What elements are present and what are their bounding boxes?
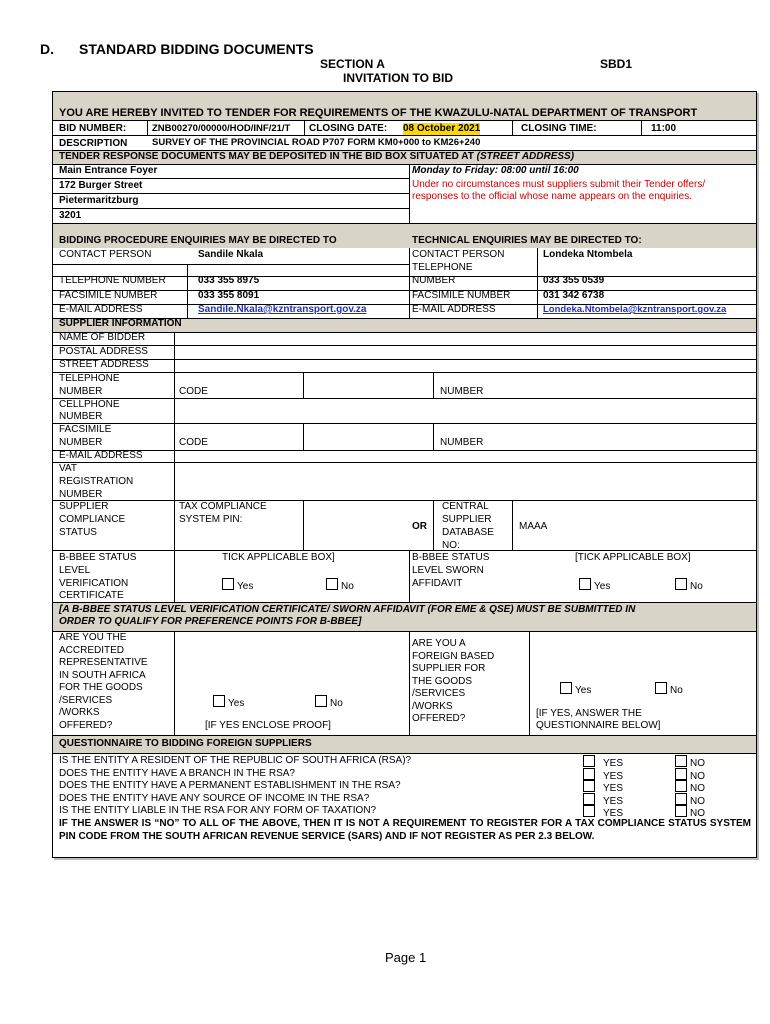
tech-contact-value[interactable]: Londeka Ntombela bbox=[543, 249, 633, 260]
csd-label-c: DATABASE bbox=[442, 527, 494, 538]
bbbee-cert-label-b: LEVEL bbox=[59, 565, 91, 576]
bbbee-cert-no-option[interactable]: No bbox=[326, 578, 354, 593]
question-5: IS THE ENTITY LIABLE IN THE RSA FOR ANY FORM OF TAXATION? bbox=[59, 805, 377, 816]
tech-email-label: E-MAIL ADDRESS bbox=[412, 304, 496, 315]
bid-fax-label: FACSIMILE NUMBER bbox=[59, 290, 158, 301]
question-2: DOES THE ENTITY HAVE A BRANCH IN THE RSA? bbox=[59, 768, 295, 779]
tech-contact-label: CONTACT PERSON bbox=[412, 249, 505, 260]
facsimile-label-a: FACSIMILE bbox=[59, 424, 112, 435]
foreign-no-option[interactable]: No bbox=[655, 682, 683, 697]
q4-yes-option[interactable]: YES bbox=[583, 793, 623, 808]
telephone-code-label: CODE bbox=[179, 386, 208, 397]
checkbox-icon[interactable] bbox=[583, 805, 595, 817]
bid-fax-value[interactable]: 033 355 8091 bbox=[198, 290, 260, 301]
checkbox-icon[interactable] bbox=[583, 793, 595, 805]
bbbee-cert-label-d: CERTIFICATE bbox=[59, 590, 124, 601]
compliance-label-c: STATUS bbox=[59, 527, 97, 538]
bbbee-note-line-2: ORDER TO QUALIFY FOR PREFERENCE POINTS FOR B-BBEE] bbox=[59, 616, 362, 627]
facsimile-number-label: NUMBER bbox=[440, 437, 484, 448]
warning-text: Under no circumstances must suppliers submit their Tender offers/ responses to the official whose name appears on the enquiries. bbox=[412, 179, 706, 202]
checkbox-icon[interactable] bbox=[583, 768, 595, 780]
bid-telephone-label: TELEPHONE NUMBER bbox=[59, 275, 166, 286]
foreign-q-line-6: /WORKS bbox=[412, 701, 453, 712]
email-address-label: E-MAIL ADDRESS bbox=[59, 450, 143, 461]
question-3: DOES THE ENTITY HAVE A PERMANENT ESTABLISHMENT IN THE RSA? bbox=[59, 780, 401, 791]
csd-maaa-label: MAAA bbox=[519, 521, 548, 532]
telephone-number-label: NUMBER bbox=[440, 386, 484, 397]
answer-note-line-2: QUESTIONNAIRE BELOW] bbox=[536, 720, 661, 731]
csd-label-b: SUPPLIER bbox=[442, 514, 492, 525]
checkbox-icon[interactable] bbox=[675, 793, 687, 805]
bidding-enquiries-title: BIDDING PROCEDURE ENQUIRIES MAY BE DIRECTED TO bbox=[59, 235, 337, 246]
bbbee-sworn-label-b: LEVEL SWORN bbox=[412, 565, 484, 576]
checkbox-icon[interactable] bbox=[222, 578, 234, 590]
checkbox-icon[interactable] bbox=[675, 578, 687, 590]
bid-number-label: BID NUMBER: bbox=[59, 123, 127, 134]
postal-address-label: POSTAL ADDRESS bbox=[59, 346, 148, 357]
foreign-q-line-2: FOREIGN BASED bbox=[412, 651, 495, 662]
tax-pin-label-a: TAX COMPLIANCE bbox=[179, 501, 267, 512]
accredited-q-line-4: IN SOUTH AFRICA bbox=[59, 670, 146, 681]
tech-fax-label: FACSIMILE NUMBER bbox=[412, 290, 511, 301]
checkbox-icon[interactable] bbox=[655, 682, 667, 694]
checkbox-icon[interactable] bbox=[326, 578, 338, 590]
q5-yes-option[interactable]: YES bbox=[583, 805, 623, 820]
bid-number-value[interactable]: ZNB00270/00000/HOD/INF/21/T bbox=[152, 123, 291, 134]
tech-email-link[interactable]: Londeka.Ntombela@kzntransport.gov.za bbox=[543, 304, 727, 315]
tech-fax-value[interactable]: 031 342 6738 bbox=[543, 290, 605, 301]
q2-yes-option[interactable]: YES bbox=[583, 768, 623, 783]
bid-contact-label: CONTACT PERSON bbox=[59, 249, 152, 260]
foreign-q-line-3: SUPPLIER FOR bbox=[412, 663, 486, 674]
q2-no-option[interactable]: NO bbox=[675, 768, 705, 783]
questionnaire-footer: IF THE ANSWER IS “NO” TO ALL OF THE ABOVE, THEN IT IS NOT A REQUIREMENT TO REGISTER FOR A TAX COMPLIANCE STATUS SYSTEM PIN CODE FROM THE SOUTH AFRICAN REVENUE SERVICE (SARS) AND IF NOT REGISTER AS PER 2.3 BELOW. bbox=[59, 818, 751, 842]
accredited-q-line-7: /WORKS bbox=[59, 707, 100, 718]
bbbee-sworn-label-c: AFFIDAVIT bbox=[412, 578, 463, 589]
facsimile-code-label: CODE bbox=[179, 437, 208, 448]
supplier-info-title: SUPPLIER INFORMATION bbox=[59, 318, 182, 329]
checkbox-icon[interactable] bbox=[579, 578, 591, 590]
q3-yes-option[interactable]: YES bbox=[583, 780, 623, 795]
page-subtitle: INVITATION TO BID bbox=[343, 71, 453, 85]
address-line-1: Main Entrance Foyer bbox=[59, 165, 158, 176]
vat-label-a: VAT bbox=[59, 463, 77, 474]
closing-time-label: CLOSING TIME: bbox=[521, 123, 597, 134]
or-label: OR bbox=[412, 521, 427, 532]
accredited-q-line-2: ACCREDITED bbox=[59, 645, 125, 656]
accredited-q-line-1: ARE YOU THE bbox=[59, 632, 127, 643]
accredited-q-line-8: OFFERED? bbox=[59, 720, 113, 731]
description-value[interactable]: SURVEY OF THE PROVINCIAL ROAD P707 FORM KM0+000 to KM26+240 bbox=[152, 137, 481, 148]
name-of-bidder-label: NAME OF BIDDER bbox=[59, 332, 146, 343]
bbbee-cert-label-c: VERIFICATION bbox=[59, 578, 129, 589]
foreign-q-line-4: THE GOODS bbox=[412, 676, 473, 687]
questionnaire-title: QUESTIONNAIRE TO BIDDING FOREIGN SUPPLIERS bbox=[59, 738, 312, 749]
csd-label-d: NO: bbox=[442, 540, 460, 551]
foreign-q-line-7: OFFERED? bbox=[412, 713, 466, 724]
deposit-instruction: TENDER RESPONSE DOCUMENTS MAY BE DEPOSITED IN THE BID BOX SITUATED AT (STREET ADDRESS) bbox=[59, 151, 575, 162]
facsimile-label-b: NUMBER bbox=[59, 437, 103, 448]
page-number: Page 1 bbox=[385, 950, 427, 965]
q4-no-option[interactable]: NO bbox=[675, 793, 705, 808]
closing-date-value[interactable]: 08 October 2021 bbox=[403, 123, 481, 134]
accredited-q-line-3: REPRESENTATIVE bbox=[59, 657, 148, 668]
bid-telephone-value[interactable]: 033 355 8975 bbox=[198, 275, 260, 286]
street-address-label: STREET ADDRESS bbox=[59, 359, 149, 370]
checkbox-icon[interactable] bbox=[315, 695, 327, 707]
address-line-4: 3201 bbox=[59, 210, 82, 221]
telephone-label-b: NUMBER bbox=[59, 386, 103, 397]
bbbee-sworn-yes-option[interactable]: Yes bbox=[579, 578, 610, 593]
csd-label-a: CENTRAL bbox=[442, 501, 489, 512]
closing-time-value[interactable]: 11:00 bbox=[651, 123, 677, 134]
bbbee-cert-label-a: B-BBEE STATUS bbox=[59, 552, 137, 563]
tick-box-instruction-left: TICK APPLICABLE BOX] bbox=[222, 552, 335, 563]
checkbox-icon[interactable] bbox=[675, 755, 687, 767]
q3-no-option[interactable]: NO bbox=[675, 780, 705, 795]
foreign-q-line-1: ARE YOU A bbox=[412, 638, 466, 649]
bbbee-cert-yes-option[interactable]: Yes bbox=[222, 578, 253, 593]
accredited-yes-option[interactable]: Yes bbox=[213, 695, 244, 710]
address-line-2: 172 Burger Street bbox=[59, 180, 143, 191]
question-4: DOES THE ENTITY HAVE ANY SOURCE OF INCOME IN THE RSA? bbox=[59, 793, 370, 804]
foreign-yes-option[interactable]: Yes bbox=[560, 682, 591, 697]
bid-email-link[interactable]: Sandile.Nkala@kzntransport.gov.za bbox=[198, 304, 367, 315]
section-label: SECTION A bbox=[320, 57, 385, 71]
technical-enquiries-title: TECHNICAL ENQUIRIES MAY BE DIRECTED TO: bbox=[412, 235, 642, 246]
tech-telephone-label-a: TELEPHONE bbox=[412, 262, 473, 273]
checkbox-icon[interactable] bbox=[675, 780, 687, 792]
cellphone-label-a: CELLPHONE bbox=[59, 399, 120, 410]
bid-contact-value[interactable]: Sandile Nkala bbox=[198, 249, 264, 260]
vat-label-c: NUMBER bbox=[59, 489, 103, 500]
invitation-banner: YOU ARE HEREBY INVITED TO TENDER FOR REQUIREMENTS OF THE KWAZULU-NATAL DEPARTMENT OF TRANSPORT bbox=[59, 107, 698, 119]
answer-note-line-1: [IF YES, ANSWER THE bbox=[536, 708, 642, 719]
tech-telephone-label-b: NUMBER bbox=[412, 275, 456, 286]
question-1: IS THE ENTITY A RESIDENT OF THE REPUBLIC OF SOUTH AFRICA (RSA)? bbox=[59, 755, 412, 766]
compliance-label-b: COMPLIANCE bbox=[59, 514, 126, 525]
section-letter: D. bbox=[40, 41, 54, 57]
accredited-q-line-6: /SERVICES bbox=[59, 695, 113, 706]
q1-no-option[interactable]: NO bbox=[675, 755, 705, 770]
checkbox-icon[interactable] bbox=[675, 768, 687, 780]
closing-date-label: CLOSING DATE: bbox=[309, 123, 388, 134]
checkbox-icon[interactable] bbox=[213, 695, 225, 707]
tech-telephone-value[interactable]: 033 355 0539 bbox=[543, 275, 605, 286]
compliance-label-a: SUPPLIER bbox=[59, 501, 109, 512]
enclose-proof-note: [IF YES ENCLOSE PROOF] bbox=[205, 720, 331, 731]
foreign-q-line-5: /SERVICES bbox=[412, 688, 466, 699]
form-code: SBD1 bbox=[600, 57, 633, 71]
tax-pin-label-b: SYSTEM PIN: bbox=[179, 514, 243, 525]
accredited-no-option[interactable]: No bbox=[315, 695, 343, 710]
bbbee-sworn-label-a: B-BBEE STATUS bbox=[412, 552, 490, 563]
accredited-q-line-5: FOR THE GOODS bbox=[59, 682, 143, 693]
checkbox-icon[interactable] bbox=[675, 805, 687, 817]
address-line-3: Pietermaritzburg bbox=[59, 195, 139, 206]
bid-email-label: E-MAIL ADDRESS bbox=[59, 304, 143, 315]
checkbox-icon[interactable] bbox=[583, 780, 595, 792]
telephone-label-a: TELEPHONE bbox=[59, 373, 120, 384]
tick-box-instruction-right: [TICK APPLICABLE BOX] bbox=[575, 552, 691, 563]
office-hours: Monday to Friday: 08:00 until 16:00 bbox=[412, 165, 579, 176]
vat-label-b: REGISTRATION bbox=[59, 476, 134, 487]
checkbox-icon[interactable] bbox=[583, 755, 595, 767]
bbbee-sworn-no-option[interactable]: No bbox=[675, 578, 703, 593]
checkbox-icon[interactable] bbox=[560, 682, 572, 694]
doc-title: STANDARD BIDDING DOCUMENTS bbox=[79, 41, 314, 57]
q5-no-option[interactable]: NO bbox=[675, 805, 705, 820]
q1-yes-option[interactable]: YES bbox=[583, 755, 623, 770]
description-label: DESCRIPTION bbox=[59, 138, 128, 149]
bbbee-note-line-1: [A B-BBEE STATUS LEVEL VERIFICATION CERTIFICATE/ SWORN AFFIDAVIT (FOR EME & QSE) MUST BE SUBMITTED IN bbox=[59, 604, 636, 615]
cellphone-label-b: NUMBER bbox=[59, 411, 103, 422]
